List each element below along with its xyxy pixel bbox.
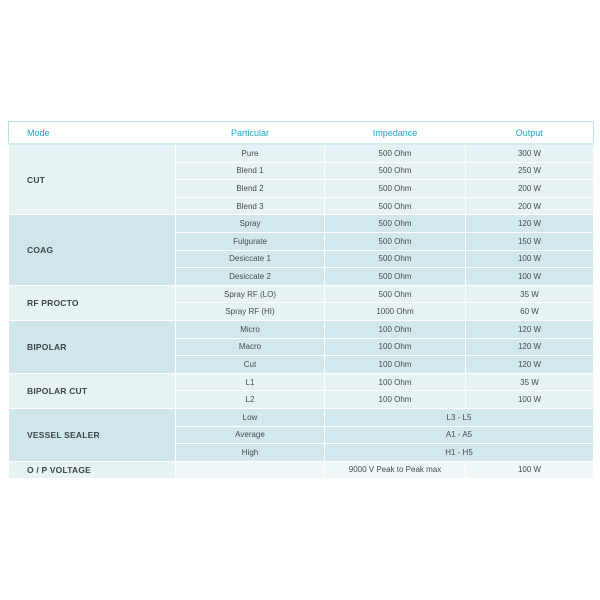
particular-cell: Cut (176, 356, 325, 374)
output-cell: 100 W (466, 461, 594, 479)
mode-cell: BIPOLAR (9, 320, 176, 373)
impedance-cell: 100 Ohm (325, 320, 466, 338)
output-cell: 100 W (466, 268, 594, 286)
table-row (9, 408, 594, 426)
table-body (9, 144, 594, 479)
setting-range-cell: A1 - A5 (325, 426, 594, 444)
impedance-cell: 100 Ohm (325, 338, 466, 356)
impedance-cell: 500 Ohm (325, 144, 466, 162)
impedance-cell: 100 Ohm (325, 373, 466, 391)
particular-cell: Spray RF (HI) (176, 303, 325, 321)
output-cell: 100 W (466, 250, 594, 268)
mode-cell: BIPOLAR CUT (9, 373, 176, 408)
output-cell: 35 W (466, 373, 594, 391)
impedance-cell: 100 Ohm (325, 391, 466, 409)
mode-cell: VESSEL SEALER (9, 408, 176, 461)
output-cell: 120 W (466, 338, 594, 356)
particular-cell: Desiccate 2 (176, 268, 325, 286)
mode-cell: RF PROCTO (9, 285, 176, 320)
particular-cell: Average (176, 426, 325, 444)
particular-cell: L1 (176, 373, 325, 391)
particular-cell: Fulgurate (176, 232, 325, 250)
particular-cell: L2 (176, 391, 325, 409)
header-particular: Particular (176, 122, 325, 145)
setting-range-cell: H1 - H5 (325, 444, 594, 462)
output-cell: 120 W (466, 320, 594, 338)
particular-cell: Blend 2 (176, 180, 325, 198)
output-cell: 100 W (466, 391, 594, 409)
output-cell: 200 W (466, 180, 594, 198)
output-cell: 60 W (466, 303, 594, 321)
mode-cell: O / P VOLTAGE (9, 461, 176, 479)
output-cell: 300 W (466, 144, 594, 162)
particular-cell: Blend 3 (176, 197, 325, 215)
impedance-cell: 500 Ohm (325, 180, 466, 198)
impedance-cell: 500 Ohm (325, 250, 466, 268)
impedance-cell: 100 Ohm (325, 356, 466, 374)
impedance-cell: 500 Ohm (325, 285, 466, 303)
footer-row (9, 461, 594, 479)
impedance-cell: 1000 Ohm (325, 303, 466, 321)
particular-cell: Low (176, 408, 325, 426)
header-impedance: Impedance (325, 122, 466, 145)
particular-cell: Blend 1 (176, 162, 325, 180)
output-cell: 250 W (466, 162, 594, 180)
output-cell: 120 W (466, 356, 594, 374)
impedance-cell: 500 Ohm (325, 215, 466, 233)
header-mode: Mode (9, 122, 176, 145)
impedance-cell: 500 Ohm (325, 162, 466, 180)
table-row (9, 320, 594, 338)
spec-table (8, 121, 594, 479)
impedance-cell: 500 Ohm (325, 197, 466, 215)
table-row (9, 144, 594, 162)
table-row (9, 285, 594, 303)
output-cell: 120 W (466, 215, 594, 233)
impedance-cell: 500 Ohm (325, 268, 466, 286)
particular-cell (176, 461, 325, 479)
particular-cell: Macro (176, 338, 325, 356)
mode-cell: CUT (9, 144, 176, 215)
particular-cell: Desiccate 1 (176, 250, 325, 268)
table-row (9, 215, 594, 233)
header-row (9, 122, 594, 145)
setting-range-cell: L3 - L5 (325, 408, 594, 426)
impedance-cell: 500 Ohm (325, 232, 466, 250)
particular-cell: Pure (176, 144, 325, 162)
header-output: Output (466, 122, 594, 145)
mode-cell: COAG (9, 215, 176, 285)
particular-cell: High (176, 444, 325, 462)
particular-cell: Spray (176, 215, 325, 233)
output-cell: 200 W (466, 197, 594, 215)
particular-cell: Spray RF (LO) (176, 285, 325, 303)
table-row (9, 373, 594, 391)
output-cell: 35 W (466, 285, 594, 303)
impedance-cell: 9000 V Peak to Peak max (325, 461, 466, 479)
particular-cell: Micro (176, 320, 325, 338)
output-cell: 150 W (466, 232, 594, 250)
